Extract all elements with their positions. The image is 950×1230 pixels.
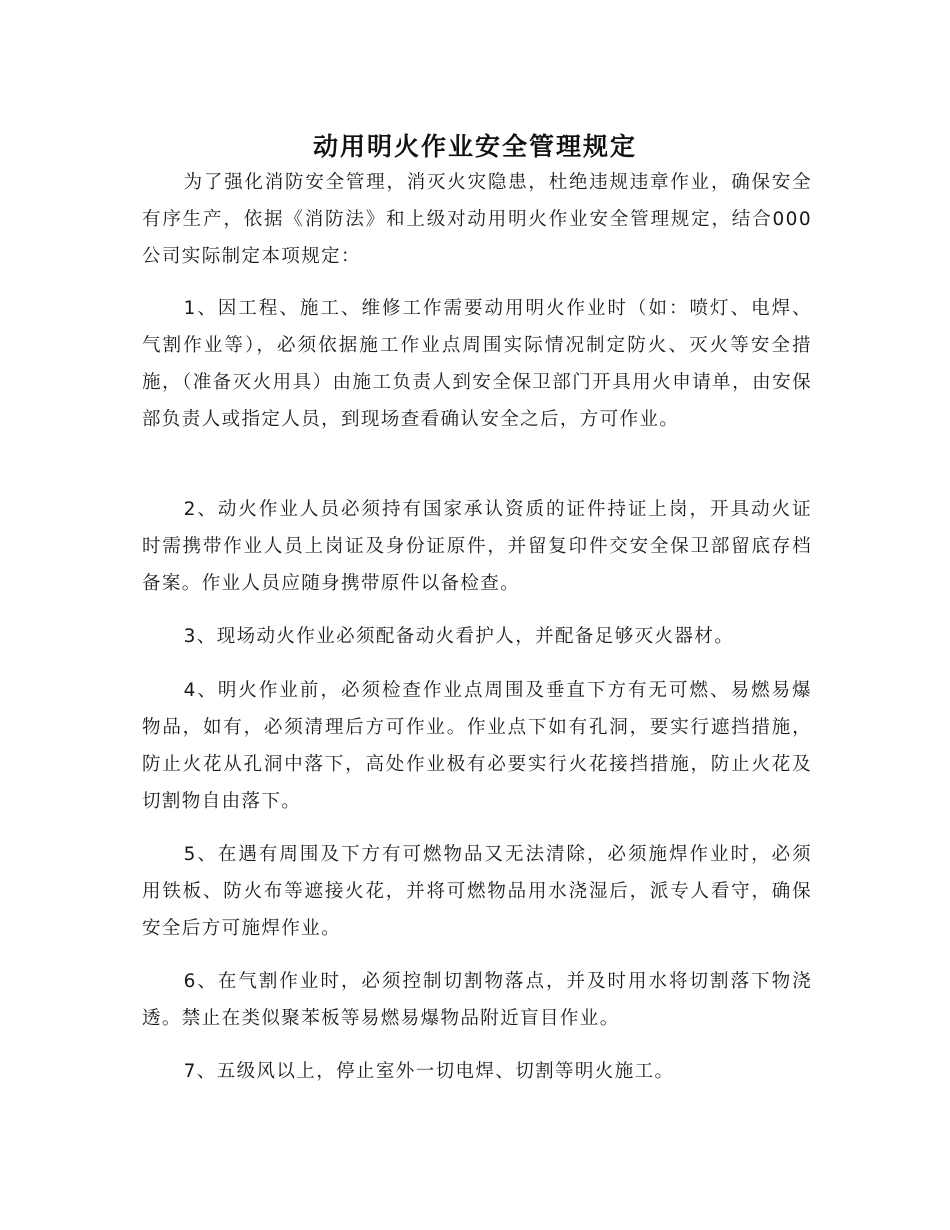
document-title: 动用明火作业安全管理规定	[312, 131, 637, 161]
rule-paragraph-6: 6、在气割作业时，必须控制切割物落点，并及时用水将切割落下物浇透。禁止在类似聚苯板等易燃易爆物品附近盲目作业。	[142, 971, 812, 1029]
rule-paragraph-5: 5、在遇有周围及下方有可燃物品又无法清除，必须施焊作业时，必须用铁板、防火布等遮接火花，并将可燃物品用水浇湿后，派专人看守，确保安全后方可施焊作业。	[142, 844, 812, 939]
rule-paragraph-7: 7、五级风以上，停止室外一切电焊、切割等明火施工。	[183, 1061, 675, 1082]
rule-paragraph-2: 2、动火作业人员必须持有国家承认资质的证件持证上岗，开具动火证时需携带作业人员上岗证及身份证原件，并留复印件交安全保卫部留底存档备案。作业人员应随身携带原件以备检查。	[142, 499, 812, 594]
rule-paragraph-1: 1、因工程、施工、维修工作需要动用明火作业时（如：喷灯、电焊、气割作业等），必须依据施工作业点周围实际情况制定防火、灭火等安全措施，（准备灭火用具）由施工负责人到安全保卫部门开具用火申请单，由安保部负责人或指定人员，到现场查看确认安全之后，方可作业。	[142, 298, 812, 430]
rule-paragraph-4: 4、明火作业前，必须检查作业点周围及垂直下方有无可燃、易燃易爆物品，如有，必须清理后方可作业。作业点下如有孔洞，要实行遮挡措施，防止火花从孔洞中落下，高处作业极有必要实行火花接挡措施，防止火花及切割物自由落下。	[142, 680, 812, 812]
rule-paragraph-3: 3、现场动火作业必须配备动火看护人，并配备足够灭火器材。	[183, 626, 735, 647]
intro-paragraph: 为了强化消防安全管理，消灭火灾隐患，杜绝违规违章作业，确保安全有序生产，依据《消防法》和上级对动用明火作业安全管理规定，结合000公司实际制定本项规定：	[142, 172, 812, 267]
